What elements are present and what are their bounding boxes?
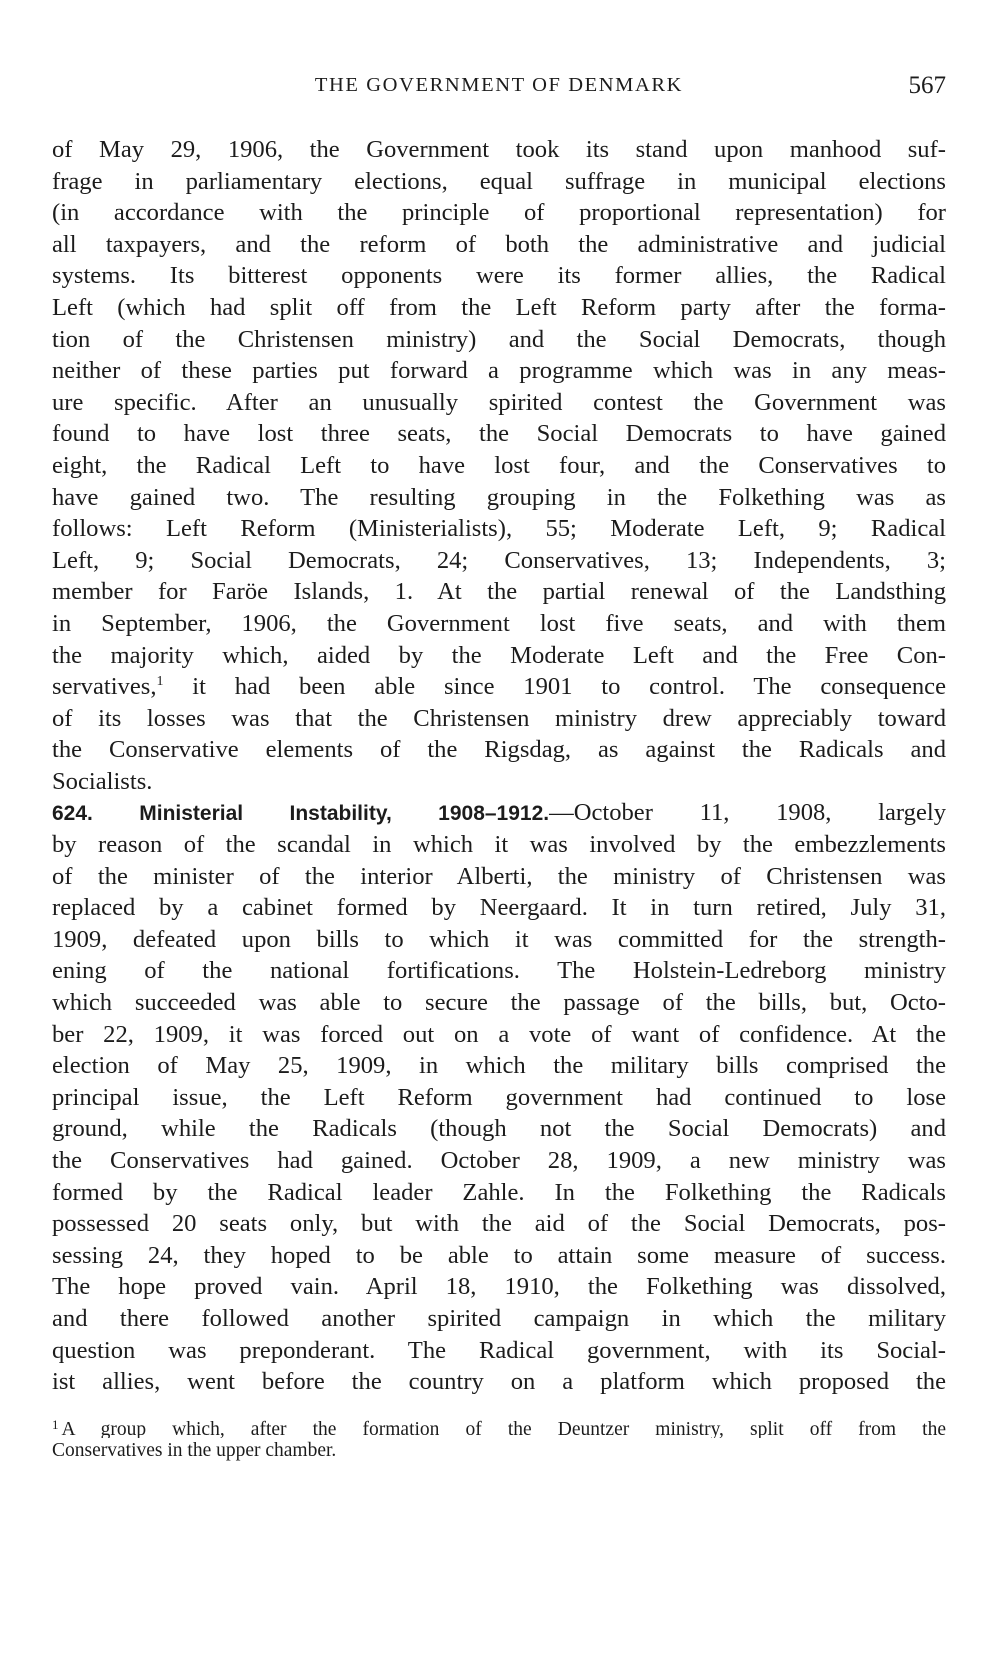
text-line: ening of the national fortifications. The Holstein-Ledreborg ministry [52,957,946,985]
text-line: of its losses was that the Christensen ministry drew appreciably toward [52,704,946,732]
footnote-reference[interactable]: 1 [156,674,164,690]
text-line: question was preponderant. The Radical government, with its Social- [52,1336,946,1364]
text-line-with-footnote-ref [52,671,946,703]
text-line: the majority which, aided by the Moderate Left and the Free Con- [52,641,946,669]
page-number: 567 [908,72,946,99]
text-line: ist allies, went before the country on a platform which proposed the [52,1368,946,1396]
text-line: of the minister of the interior Alberti, the ministry of Christensen was [52,862,946,890]
footnote-text: A group which, after the formation of the Deuntzer ministry, split off from the [61,1418,946,1438]
text-line: found to have lost three seats, the Social Democrats to have gained [52,420,946,448]
text-line: Left, 9; Social Democrats, 24; Conservatives, 13; Independents, 3; [52,546,946,574]
text-fragment: —October 11, 1908, largely [549,799,946,827]
text-line: the Conservative elements of the Rigsdag, as against the Radicals and [52,736,946,764]
text-line: tion of the Christensen ministry) and the Social Democrats, though [52,325,946,353]
section-first-line [52,797,946,829]
footnote-line: Conservatives in the upper chamber. [52,1439,337,1461]
text-line: in September, 1906, the Government lost five seats, and with them [52,609,946,637]
text-line: frage in parliamentary elections, equal suffrage in municipal elections [52,167,946,195]
text-line: of May 29, 1906, the Government took its stand upon manhood suf- [52,136,946,163]
text-line: neither of these parties put forward a programme which was in any meas- [52,357,946,385]
text-line: The hope proved vain. April 18, 1910, the Folkething was dissolved, [52,1273,946,1301]
text-line: (in accordance with the principle of proportional representation) for [52,199,946,227]
book-page [52,72,946,1464]
text-line: sessing 24, they hoped to be able to attain some measure of success. [52,1241,946,1269]
text-line: member for Faröe Islands, 1. At the partial renewal of the Landsthing [52,578,946,606]
text-fragment: it had been able since 1901 to control. The consequence [163,673,946,701]
paragraph-1 [52,134,946,797]
text-line: all taxpayers, and the reform of both the administrative and judicial [52,230,946,258]
running-head [52,72,946,112]
text-line: follows: Left Reform (Ministerialists), 55; Moderate Left, 9; Radical [52,515,946,543]
text-line: principal issue, the Left Reform government had continued to lose [52,1083,946,1111]
text-line: by reason of the scandal in which it was involved by the embezzlements [52,831,946,859]
text-line: 1909, defeated upon bills to which it was committed for the strength- [52,925,946,953]
text-line: systems. Its bitterest opponents were its former allies, the Radical [52,262,946,290]
section-heading: 624. Ministerial Instability, 1908–1912. [52,802,550,826]
running-title: THE GOVERNMENT OF DENMARK [314,74,684,96]
text-line: which succeeded was able to secure the passage of the bills, but, Octo- [52,989,946,1017]
text-line: the Conservatives had gained. October 28, 1909, a new ministry was [52,1147,946,1174]
footnote-line [52,1412,946,1438]
text-line: and there followed another spirited campaign in which the military [52,1304,946,1332]
text-line: possessed 20 seats only, but with the aid of the Social Democrats, pos- [52,1210,946,1238]
text-line: formed by the Radical leader Zahle. In the Folkething the Radicals [52,1178,946,1206]
paragraph-2 [52,797,946,1397]
text-line: replaced by a cabinet formed by Neergaard. It in turn retired, July 31, [52,894,946,922]
text-fragment: servatives, [52,673,157,701]
text-line: have gained two. The resulting grouping in the Folkething was as [52,483,946,511]
text-line: ber 22, 1909, it was forced out on a vote of want of confidence. At the [52,1020,946,1048]
text-line: ground, while the Radicals (though not the Social Democrats) and [52,1115,946,1143]
text-line: Socialists. [52,767,153,795]
main-text [52,134,946,1398]
text-line: ure specific. After an unusually spirited contest the Government was [52,388,946,416]
text-line: Left (which had split off from the Left Reform party after the forma- [52,293,946,321]
footnote-mark: 1 [52,1416,59,1432]
footnote [52,1412,946,1464]
text-line: eight, the Radical Left to have lost four, and the Conservatives to [52,451,946,479]
text-line: election of May 25, 1909, in which the military bills comprised the [52,1052,946,1080]
